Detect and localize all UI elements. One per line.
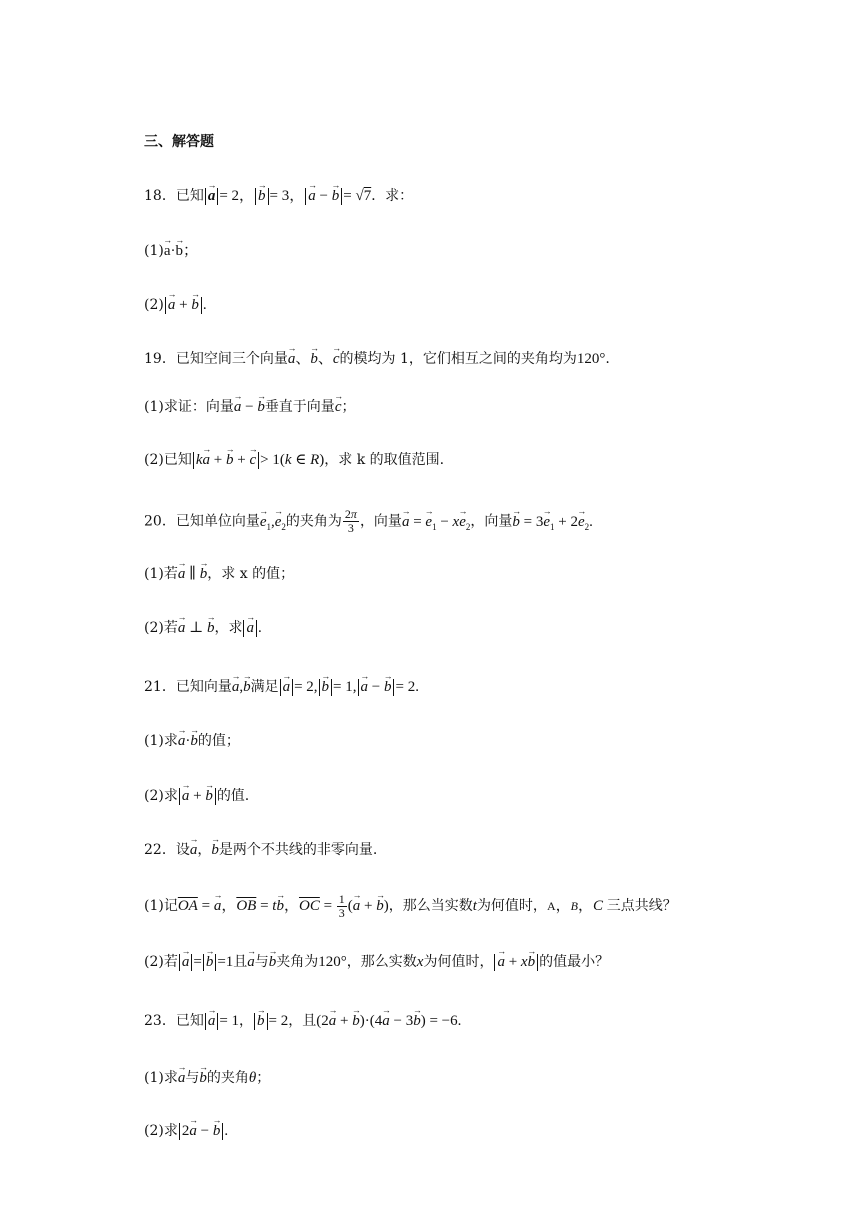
q21-p1-end: 的值； — [197, 733, 240, 749]
q18-formula: → a = 2， → b = 3， → a − → b = √7 — [204, 188, 371, 204]
q18-stem: 18．已知 — [144, 188, 204, 204]
q19-p2-formula: k→ a + → b + → c > 1(k ∈ R) — [192, 452, 324, 468]
q21-p2-pre: (2)求 — [144, 788, 178, 804]
q19-p1-formula: → a − → b — [234, 399, 265, 415]
q20-p2-mid: ，求 — [214, 620, 243, 636]
q19-p2-pre: (2)已知 — [144, 452, 192, 468]
q22-vec-b: → b — [211, 842, 219, 858]
q21-p1-formula: → a·→ b — [178, 733, 198, 749]
q22-end: 是两个不共线的非零向量. — [218, 842, 378, 858]
q23-p1-pre: (1)求 — [144, 1070, 178, 1086]
q23-p2-pre: (2)求 — [144, 1123, 178, 1139]
q22-p2-x: x — [416, 954, 424, 970]
q22-p2-end: 的值最小？ — [539, 954, 610, 970]
q20-unit-vectors: → $e_1,\to e_2$ — [260, 514, 286, 530]
q18-p1-formula: → a·→ b； — [164, 243, 198, 259]
q20-stem: 20．已知单位向量 — [144, 513, 260, 530]
q22-p1-mid: ，那么当实数 — [388, 897, 473, 914]
q22-vec-a: → a — [190, 842, 198, 858]
q18-p2-formula: → a + → b . — [164, 297, 207, 313]
q23-p1-mid: 与 — [185, 1070, 200, 1086]
q22-part-1 — [144, 893, 677, 920]
q22-stem: 22．设 — [144, 842, 190, 858]
q21-stem: 21．已知向量 — [144, 679, 232, 695]
q21-mid: 满足 — [250, 679, 279, 695]
q22-p2-b: → b — [269, 954, 277, 970]
q19-p1-end: ； — [341, 399, 356, 415]
q18-part-1 — [144, 240, 198, 262]
q22-p1-points: A，B，C — [546, 897, 603, 914]
q19-stem: 19．已知空间三个向量 — [144, 351, 288, 367]
q20-angle: $\frac{2\pi}{3}$ — [344, 507, 357, 535]
section-title-text: 三、解答题 — [144, 134, 214, 150]
q22-p2-mid2: 与 — [254, 954, 269, 970]
q20-vec-a: → a = → $e_1 - x\to e_2$ — [402, 514, 470, 530]
q23-mid2: ，且 — [288, 1013, 317, 1029]
q20-mid2: ，向量 — [359, 513, 402, 530]
q18-part-2 — [144, 294, 207, 316]
q22-p1-formula: $\overline{OA}$ = → a，$\overline{OB} = t\to b$，$\overline{OC}$ = $\frac{1}{3}$ (→ a + → b) — [178, 898, 389, 914]
q23-p2-formula: 2→ a − → b . — [178, 1123, 228, 1139]
q19-p1-vec-c: → c — [335, 399, 342, 415]
question-23 — [144, 1010, 461, 1032]
q23-abs-b: → b = 2 — [253, 1013, 288, 1029]
q20-p2-pre: (2)若 — [144, 620, 178, 636]
q23-mid: ， — [239, 1013, 254, 1029]
q22-p2-pre: (2)若 — [144, 954, 178, 970]
question-20 — [144, 508, 593, 538]
q20-part-2 — [144, 617, 262, 639]
q22-p2-mid5: 为何值时， — [423, 954, 494, 970]
q20-p1-end: ，求 x 的值； — [207, 566, 295, 582]
q23-stem: 23．已知 — [144, 1013, 204, 1029]
q19-angle: 120° — [576, 351, 606, 367]
q19-part-1 — [144, 396, 355, 418]
q23-p1-a: → a — [178, 1070, 186, 1086]
q22-p2-mid: 且 — [233, 954, 248, 970]
q22-p2-angle: 120° — [318, 954, 347, 970]
q18-p1-label: (1) — [144, 243, 164, 259]
q20-p1-pre: (1)若 — [144, 566, 178, 582]
q20-p1-formula: → a ∥ → b — [178, 566, 207, 582]
q23-p1-mid2: 的夹角 — [206, 1070, 249, 1086]
q18-end: ．求： — [371, 188, 414, 204]
q22-p2-mid4: ，那么实数 — [346, 954, 417, 970]
q19-mid: 的模均为 1，它们相互之间的夹角均为 — [339, 351, 577, 367]
q19-p1-mid: 垂直于向量 — [264, 399, 335, 415]
q19-p1-pre: (1)求证：向量 — [144, 399, 234, 415]
q23-p1-end: ； — [256, 1070, 271, 1086]
q19-vectors: → a、→ b、→ c — [288, 351, 340, 367]
question-18 — [144, 185, 413, 207]
q19-part-2 — [144, 449, 444, 471]
q20-p2-abs: → a . — [242, 620, 261, 636]
q22-part-2 — [144, 951, 609, 973]
q23-part-2 — [144, 1120, 228, 1142]
q22-p2-abs: → a + x→ b — [493, 954, 539, 970]
q21-part-2 — [144, 785, 249, 807]
q21-part-1 — [144, 730, 240, 752]
q22-p2-formula: → a = → b =1 — [178, 954, 233, 970]
q18-p2-label: (2) — [144, 297, 164, 313]
question-19: 19．已知空间三个向量→ a、→ b、→ c的模均为 1，它们相互之间的夹角均为120°. — [144, 348, 610, 370]
q22-p2-mid3: 夹角为 — [276, 954, 319, 970]
q21-p2-formula: → a + → b — [178, 788, 217, 804]
q22-p1-mid2: 为何值时， — [476, 897, 547, 914]
q23-part-1 — [144, 1067, 270, 1089]
q22-p2-a: → a — [247, 954, 255, 970]
q20-mid3: ，向量 — [470, 513, 513, 530]
q19-p2-end: ，求 k 的取值范围. — [324, 452, 445, 468]
q23-formula: (2→ a + → b)·(4→ a − 3→ b) = −6. — [316, 1013, 461, 1029]
q20-p2-formula: → a ⊥ → b — [178, 620, 215, 636]
question-21 — [144, 676, 419, 698]
q21-p1-pre: (1)求 — [144, 733, 178, 749]
q22-p1-end: 三点共线？ — [606, 897, 677, 914]
q23-p1-b: → b — [199, 1070, 207, 1086]
q23-p1-theta: θ — [248, 1070, 257, 1086]
q20-mid: 的夹角为 — [285, 513, 342, 530]
q22-p1-pre: (1)记 — [144, 897, 178, 914]
section-title — [144, 131, 214, 153]
q20-vec-b: → $b = 3\to e_1 + 2\to e_2$. — [512, 514, 593, 530]
q23-abs-a: → a = 1 — [204, 1013, 239, 1029]
q21-p2-end: 的值. — [216, 788, 250, 804]
q20-part-1 — [144, 563, 294, 585]
q21-formula: → a = 2, → b = 1, → a − → b = 2. — [279, 679, 419, 695]
q21-vectors: → a,→ b — [232, 679, 251, 695]
question-22 — [144, 839, 377, 861]
q22-p1-t: t — [472, 897, 477, 914]
q22-mid: ， — [197, 842, 212, 858]
